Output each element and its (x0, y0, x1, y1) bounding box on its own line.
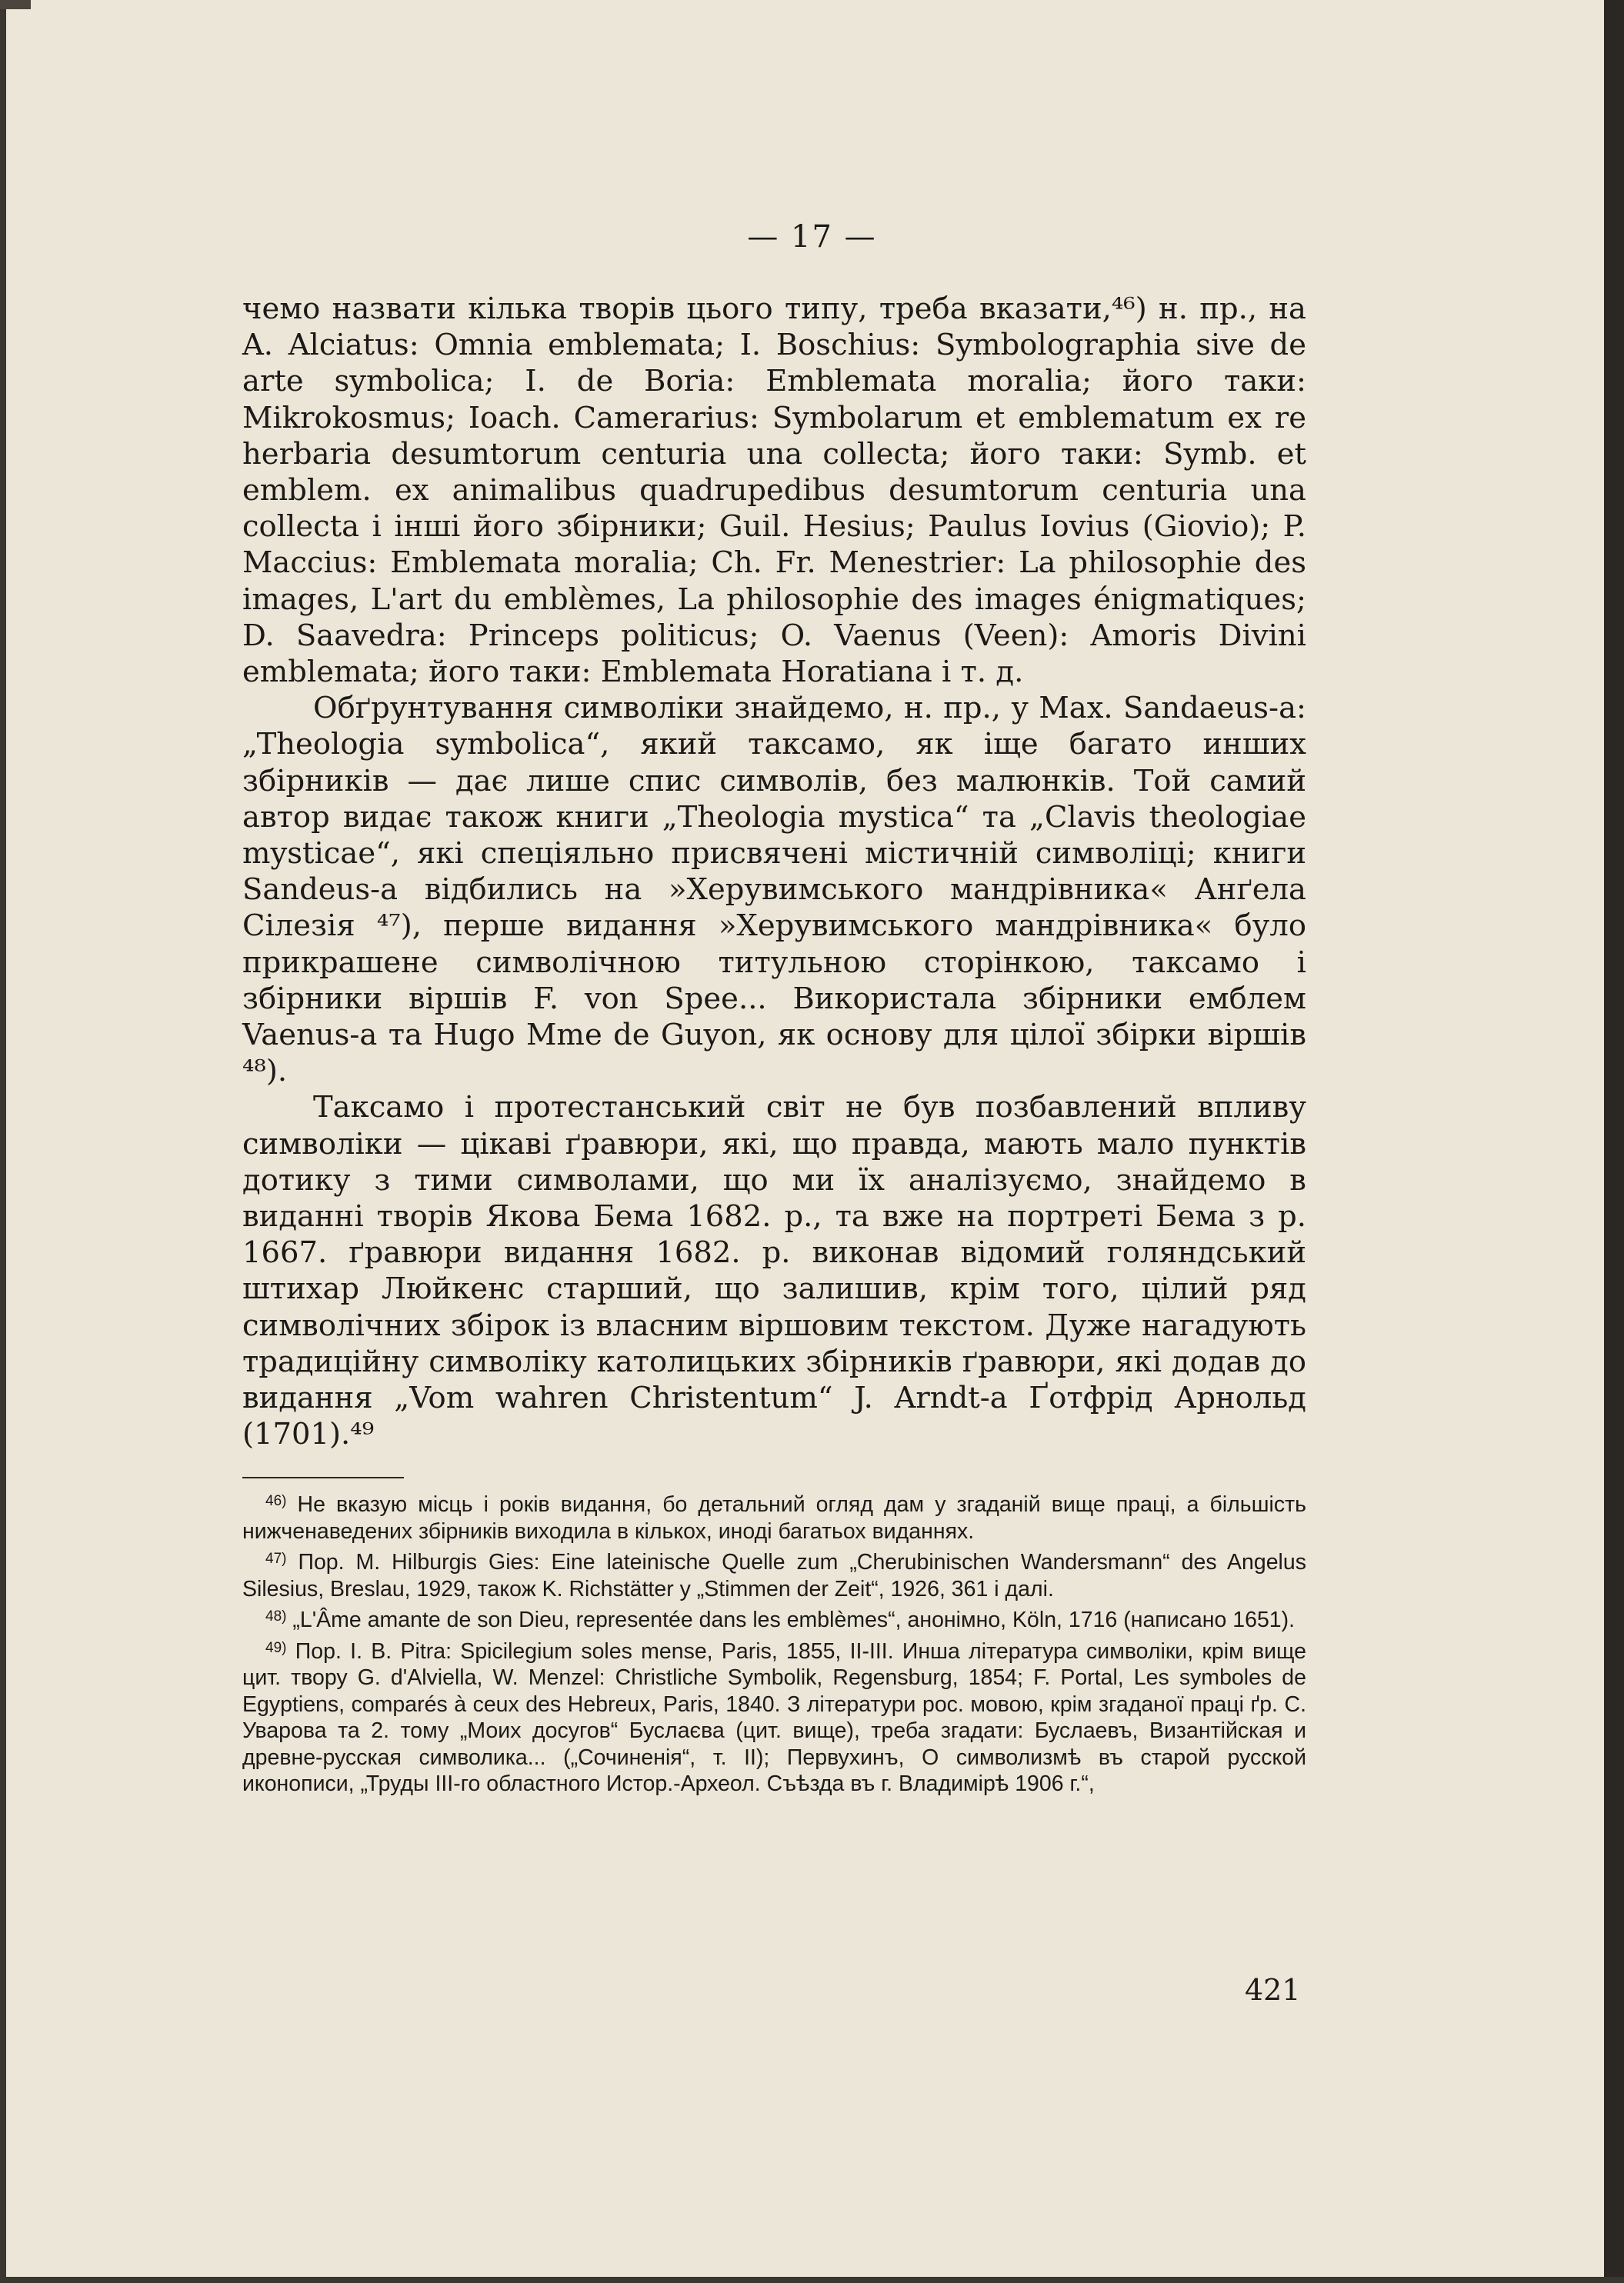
footnote-text: Пор. I. B. Pitra: Spicilegium soles mense, Paris, 1855, II-III. Инша література символіки, крім вище цит. твору G. d'Alviella, W. Menzel: Christliche Symbolik, Regensburg, 1854; F. Portal, Les symboles de Egyptiens, comparés à ceux des Hebreux, Paris, 1840. З літератури рос. мовою, крім згаданої праці ґр. С. Уварова та 2. тому „Моих досугов“ Буслаєва (цит. вище), треба згадати: Буслаевъ, Византійская и древне-русская символика... („Сочиненія“, т. II); Первухинъ, О символизмѣ въ старой русской иконописи, „Труды III-го областного Истор.-Археол. Съѣзда въ г. Владимірѣ 1906 г.“, (242, 1638, 1306, 1796)
footnote-text: „L'Âme amante de son Dieu, representée dans les emblèmes“, анонімно, Köln, 1716 (написано 1651). (292, 1608, 1296, 1632)
page-number: 421 (1245, 1973, 1301, 2007)
running-header: — 17 — (747, 219, 877, 255)
scan-left-edge (0, 0, 6, 2283)
footnote-46 (242, 1488, 1306, 1545)
footnote-49 (242, 1635, 1306, 1798)
footnote-marker: 48) (265, 1608, 287, 1625)
paragraph-2: Обґрунтування символіки знайдемо, н. пр., у Max. Sandaeus-a: „Theologia symbolica“, який таксамо, як іще багато инших збірників — дає лише спис символів, без малюнків. Той самий автор видає також книги „Theologia mystica“ та „Clavis theologiae mysticae“, які спеціяльно присвячені містичній символіці; книги Sandeus-а відбились на »Херувимського мандрівника« Анґела Сілезія ⁴⁷), перше видання »Херувимського мандрівника« було прикрашене символічною титульною сторінкою, таксамо і збірники віршів F. von Spee... Використала збірники емблем Vaenus-а та Hugo Mme de Guyon, як основу для цілої збірки віршів ⁴⁸). (242, 691, 1306, 1089)
paragraph-3: Таксамо і протестанський світ не був позбавлений впливу символіки — цікаві ґравюри, які, що правда, мають мало пунктів дотику з тими символами, що ми їх аналізуємо, знайдемо в виданні творів Якова Бема 1682. р., та вже на портреті Бема з р. 1667. ґравюри видання 1682. р. виконав відомий голяндський штихар Люйкенс старший, що залишив, крім того, цілий ряд символічних збірок із власним віршовим текстом. Дуже нагадують традиційну символіку католицьких збірників ґравюри, які додав до видання „Vom wahren Christentum“ J. Arndt-а Ґотфрід Арнольд (1701).⁴⁹ (242, 1090, 1306, 1452)
footnote-marker: 47) (265, 1551, 287, 1567)
footnote-separator (242, 1477, 404, 1478)
footnote-marker: 49) (265, 1639, 287, 1656)
scan-left-edge-tab (0, 0, 31, 9)
footnotes (242, 1488, 1306, 1799)
footnote-47 (242, 1546, 1306, 1602)
footnote-text: Пор. M. Hilburgis Gies: Eine lateinische Quelle zum „Cherubinischen Wandersmann“ des Angelus Silesius, Breslau, 1929, також K. Richstätter у „Stimmen der Zeit“, 1926, 361 і далі. (242, 1550, 1306, 1601)
scan-right-edge (1604, 0, 1624, 2283)
footnote-48 (242, 1604, 1306, 1634)
main-text (242, 291, 1306, 1453)
footnote-text: Не вказую місць і років видання, бо детальний огляд дам у згаданій вище праці, а більшість нижченаведених збірників виходила в кількох, иноді багатьох виданнях. (242, 1492, 1306, 1544)
scan-bottom-edge (0, 2277, 1624, 2283)
paragraph-1: чемо назвати кілька творів цього типу, треба вказати,⁴⁶) н. пр., на A. Alciatus: Omnia emblemata; I. Boschius: Symbolographia sive de arte symbolica; I. de Boria: Emblemata moralia; його таки: Mikrokosmus; Ioach. Camerarius: Symbolarum et emblematum ex re herbaria desumtorum centuria una collecta; його таки: Symb. et emblem. ex animalibus quadrupedibus desumtorum centuria una collecta і інші його збірники; Guil. Hesius; Paulus Iovius (Giovio); P. Maccius: Emblemata moralia; Ch. Fr. Menestrier: La philosophie des images, L'art du emblèmes, La philosophie des images énigmatiques; D. Saavedra: Princeps politicus; O. Vaenus (Veen): Amoris Divini emblemata; його таки: Emblemata Horatiana і т. д. (242, 292, 1306, 690)
footnote-marker: 46) (265, 1493, 287, 1509)
